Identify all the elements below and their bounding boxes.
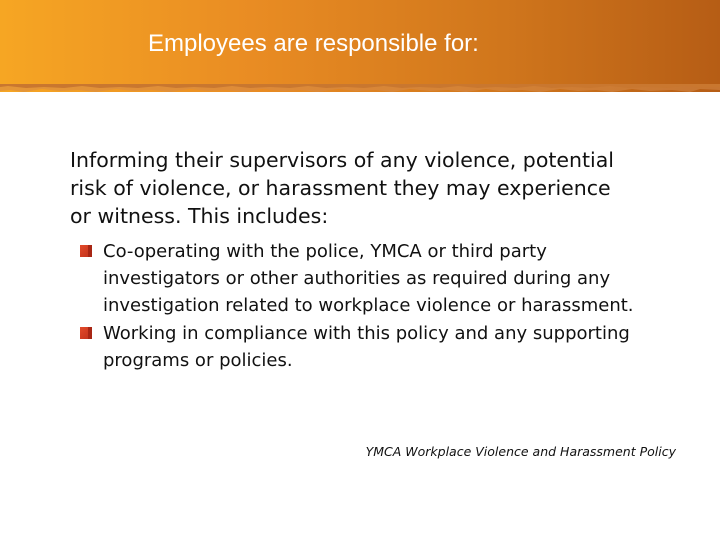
list-item-text: Working in compliance with this policy and any supporting programs or policies.	[103, 323, 630, 371]
sub-bullet-list	[70, 238, 690, 374]
source-citation: YMCA Workplace Violence and Harassment Policy	[365, 444, 676, 459]
banner-rough-edge	[0, 84, 720, 98]
slide-body	[70, 146, 690, 375]
slide-title: Employees are responsible for:	[148, 30, 479, 57]
square-bullet-icon	[80, 327, 92, 339]
title-banner	[0, 0, 720, 92]
square-bullet-icon	[80, 245, 92, 257]
list-item-text: Co-operating with the police, YMCA or third party investigators or other authorities as required during any investigation related to workplace violence or harassment.	[103, 241, 634, 316]
list-item	[70, 320, 663, 374]
list-item	[70, 238, 663, 319]
main-paragraph: Informing their supervisors of any violence, potential risk of violence, or harassment they may experience or witness. This includes:	[70, 148, 614, 228]
